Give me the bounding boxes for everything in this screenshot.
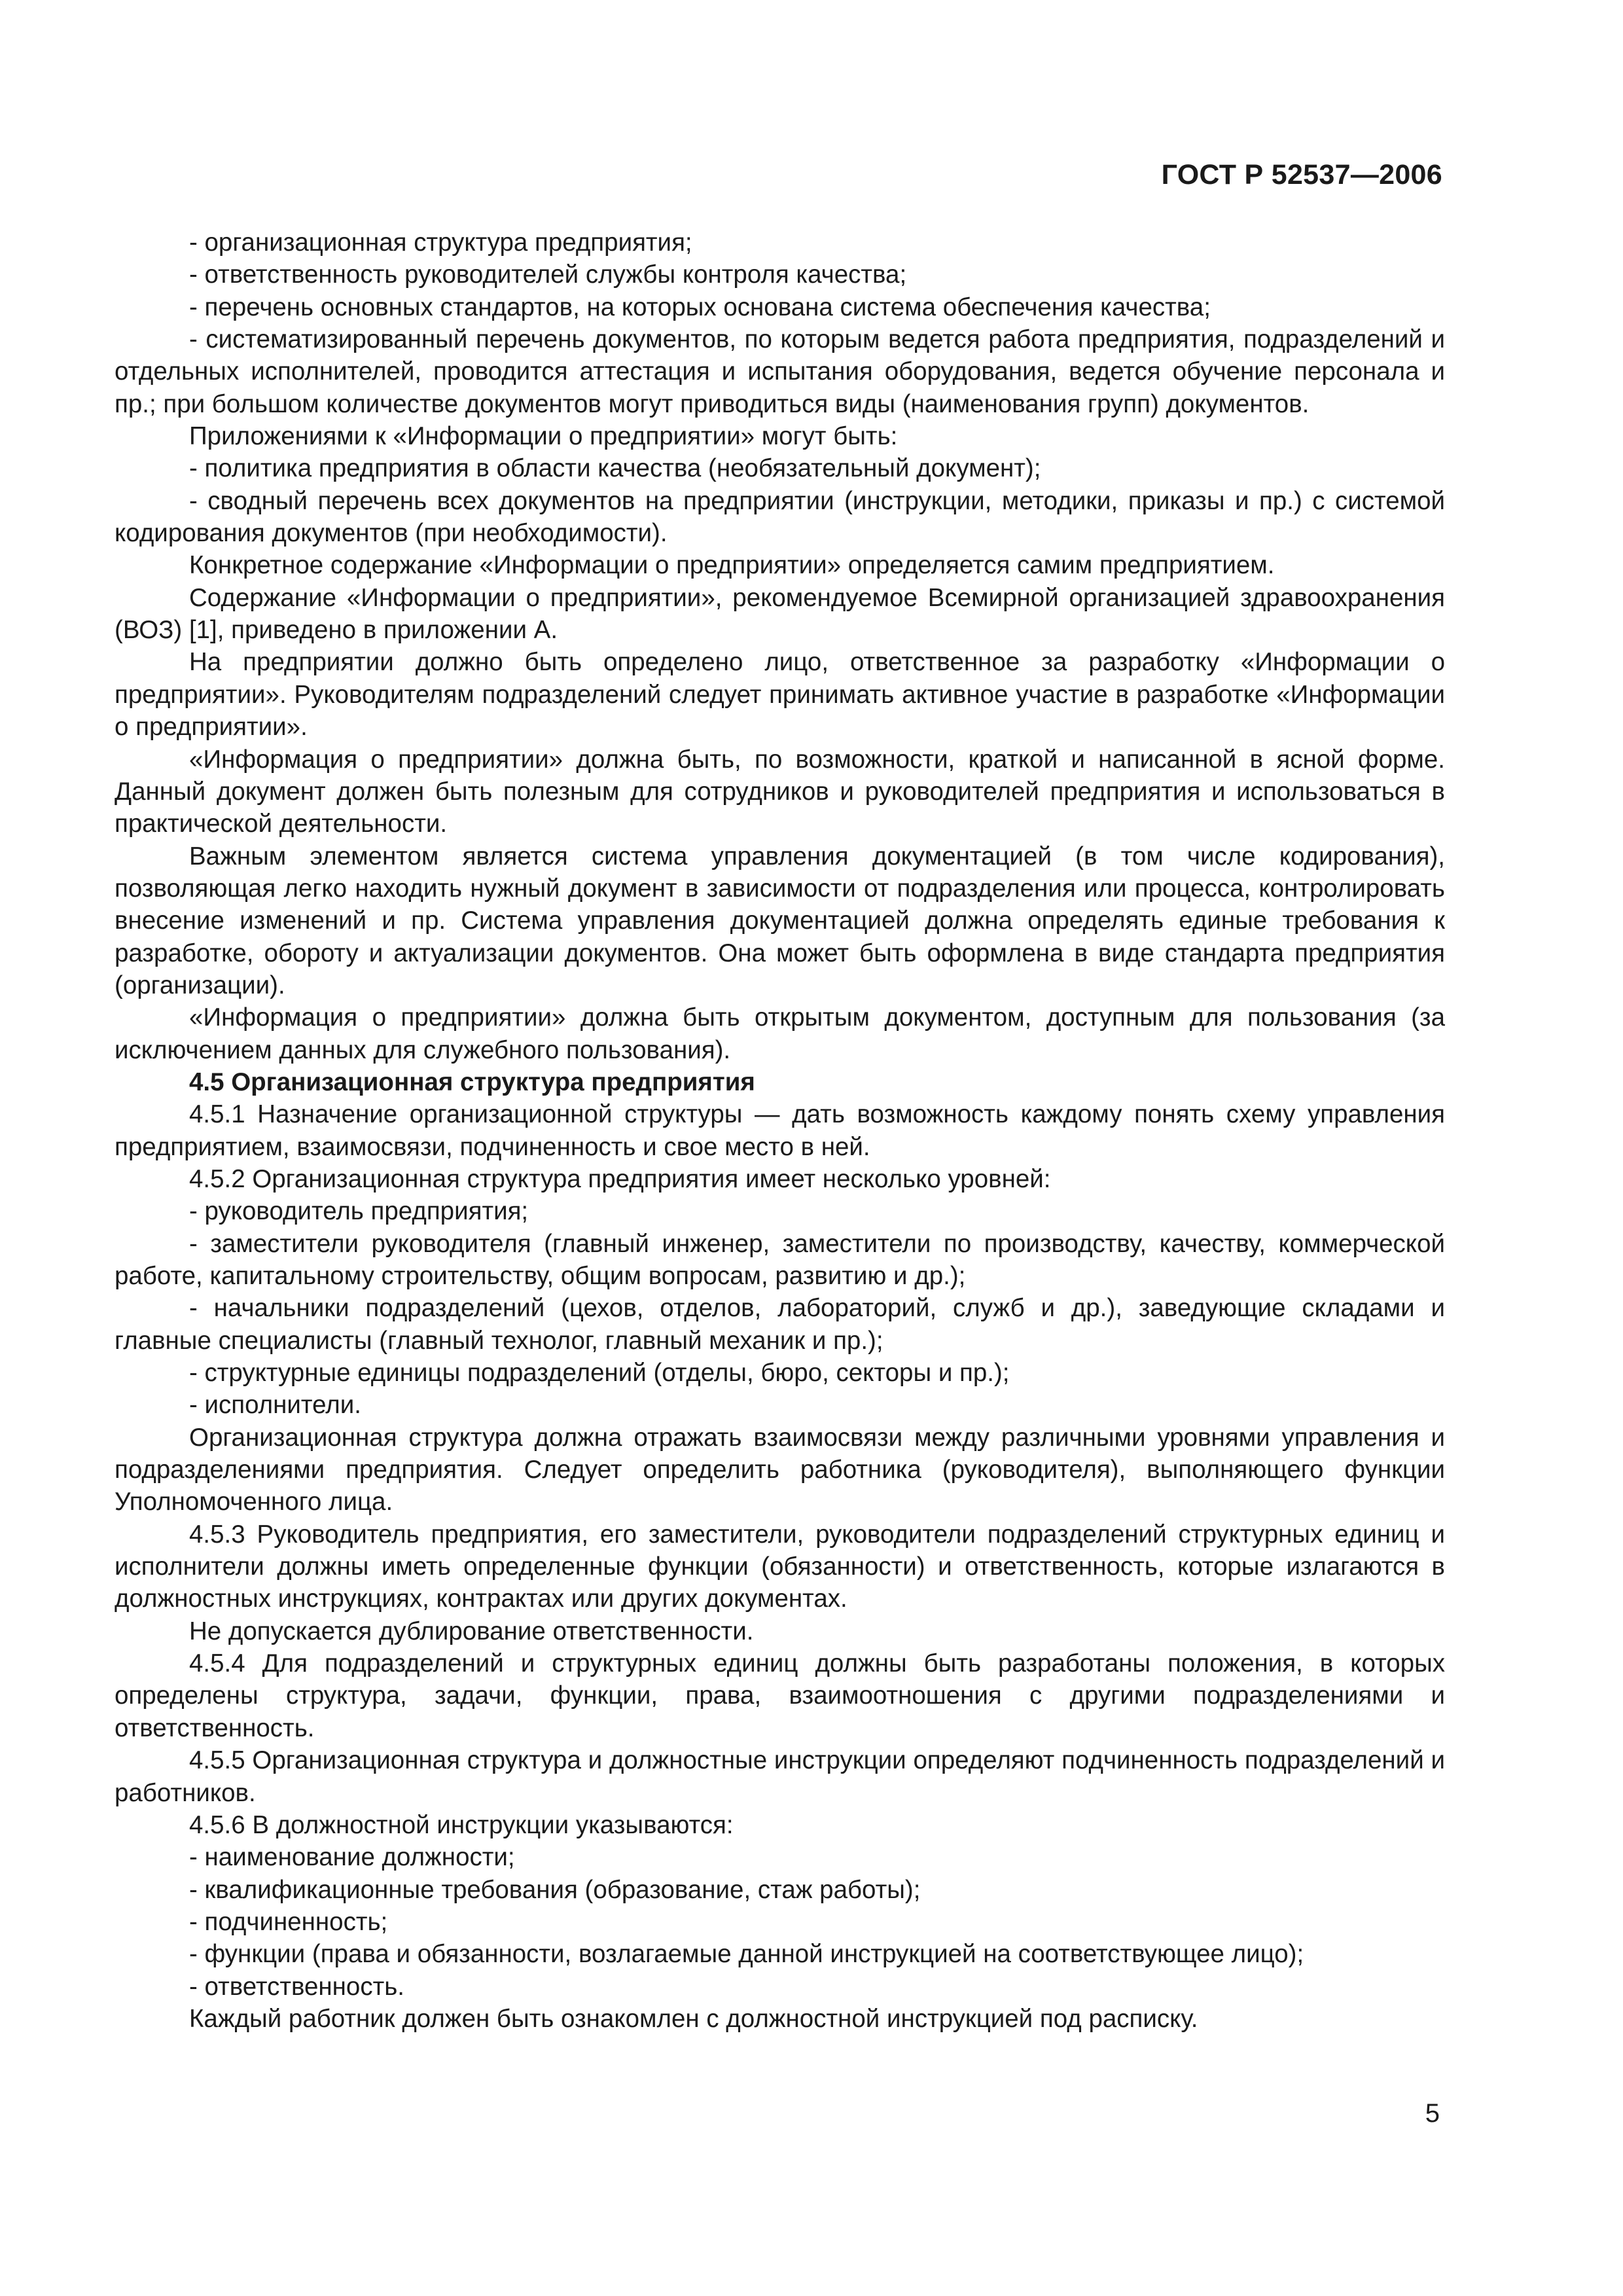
paragraph-who-content: Содержание «Информации о предприятии», рекомендуемое Всемирной организацией здравоохранения (ВОЗ) [1], приведено в приложении А. <box>115 583 1445 645</box>
paragraph-4-5-4: 4.5.4 Для подразделений и структурных единиц должны быть разработаны положения, в которых определены структура, задачи, функции, права, взаимоотношения с другими подразделениями и ответственность. <box>115 1649 1445 1742</box>
list-item-deputies: - заместители руководителя (главный инженер, заместители по производству, качеству, коммерческой работе, капитальному строительству, общим вопросам, развитию и др.); <box>115 1229 1445 1290</box>
standard-designation: ГОСТ Р 52537—2006 <box>1161 159 1442 190</box>
paragraph-document-management: Важным элементом является система управления документацией (в том числе кодирования), позволяющая легко находить нужный документ в зависимости от подразделения или процесса, контролировать внесение изменений и пр. Система управления документацией должна определять единые требования к разработке, обороту и актуализации документов. Она может быть оформлена в виде стандарта предприятия (организации). <box>115 842 1445 999</box>
section-heading-4-5: 4.5 Организационная структура предприятия <box>189 1067 755 1096</box>
list-item-subordination: - подчиненность; <box>189 1907 388 1936</box>
list-item-org-structure: - организационная структура предприятия; <box>189 228 692 257</box>
paragraph-4-5-1: 4.5.1 Назначение организационной структуры — дать возможность каждому понять схему управления предприятием, взаимосвязи, подчиненность и свое место в ней. <box>115 1100 1445 1161</box>
list-item-functions: - функции (права и обязанности, возлагаемые данной инструкцией на соответствующее лицо); <box>189 1940 1304 1969</box>
list-item-structural-units: - структурные единицы подразделений (отделы, бюро, секторы и пр.); <box>189 1359 1010 1388</box>
paragraph-no-duplication: Не допускается дублирование ответственности. <box>189 1617 754 1645</box>
paragraph-structure-relations: Организационная структура должна отражать взаимосвязи между различными уровнями управления и подразделениями предприятия. Следует определить работника (руководителя), выполняющего функции Уполномоченного лица. <box>115 1423 1445 1516</box>
list-item-executors: - исполнители. <box>189 1391 361 1420</box>
paragraph-4-5-5: 4.5.5 Организационная структура и должностные инструкции определяют подчиненность подразделений и работников. <box>115 1746 1445 1807</box>
paragraph-brief-form: «Информация о предприятии» должна быть, по возможности, краткой и написанной в ясной форме. Данный документ должен быть полезным для сотрудников и руководителей предприятия и использоваться в практической деятельности. <box>115 745 1445 838</box>
list-item-quality-policy: - политика предприятия в области качества (необязательный документ); <box>189 454 1041 483</box>
page-number: 5 <box>1425 2099 1440 2128</box>
list-item-qualification: - квалификационные требования (образование, стаж работы); <box>189 1875 921 1904</box>
paragraph-4-5-3: 4.5.3 Руководитель предприятия, его заместители, руководители подразделений структурных единиц и исполнители должны иметь определенные функции (обязанности) и ответственность, которые излагаются в должностных инструкциях, контрактах или других документах. <box>115 1520 1445 1613</box>
list-item-standards-list: - перечень основных стандартов, на которых основана система обеспечения качества; <box>189 293 1211 321</box>
list-item-department-heads: - начальники подразделений (цехов, отделов, лабораторий, служб и др.), заведующие складами и главные специалисты (главный технолог, главный механик и пр.); <box>115 1294 1445 1355</box>
paragraph-4-5-6: 4.5.6 В должностной инструкции указываются: <box>189 1810 734 1839</box>
paragraph-familiarization: Каждый работник должен быть ознакомлен с должностной инструкцией под расписку. <box>189 2004 1198 2033</box>
list-item-summary-documents: - сводный перечень всех документов на предприятии (инструкции, методики, приказы и пр.) с системой кодирования документов (при необходимости). <box>115 486 1445 548</box>
paragraph-specific-content: Конкретное содержание «Информации о предприятии» определяется самим предприятием. <box>189 551 1275 580</box>
list-item-head-of-enterprise: - руководитель предприятия; <box>189 1197 529 1226</box>
list-item-quality-responsibility: - ответственность руководителей службы контроля качества; <box>189 260 907 289</box>
paragraph-4-5-2: 4.5.2 Организационная структура предприятия имеет несколько уровней: <box>189 1164 1051 1193</box>
list-item-position-name: - наименование должности; <box>189 1843 515 1872</box>
paragraph-open-document: «Информация о предприятии» должна быть открытым документом, доступным для пользования (за исключением данных для служебного пользования). <box>115 1003 1445 1064</box>
list-item-responsibility: - ответственность. <box>189 1972 404 2001</box>
paragraph-responsible-person: На предприятии должно быть определено лицо, ответственное за разработку «Информации о предприятии». Руководителям подразделений следует принимать активное участие в разработке «Информации о предприятии». <box>115 648 1445 742</box>
document-body <box>115 226 1445 2035</box>
paragraph-appendices-intro: Приложениями к «Информации о предприятии» могут быть: <box>189 422 898 451</box>
list-item-documents-list: - систематизированный перечень документов, по которым ведется работа предприятия, подразделений и отдельных исполнителей, проводится аттестация и испытания оборудования, ведется обучение персонала и пр.; при большом количестве документов могут приводиться виды (наименования групп) документов. <box>115 325 1445 418</box>
